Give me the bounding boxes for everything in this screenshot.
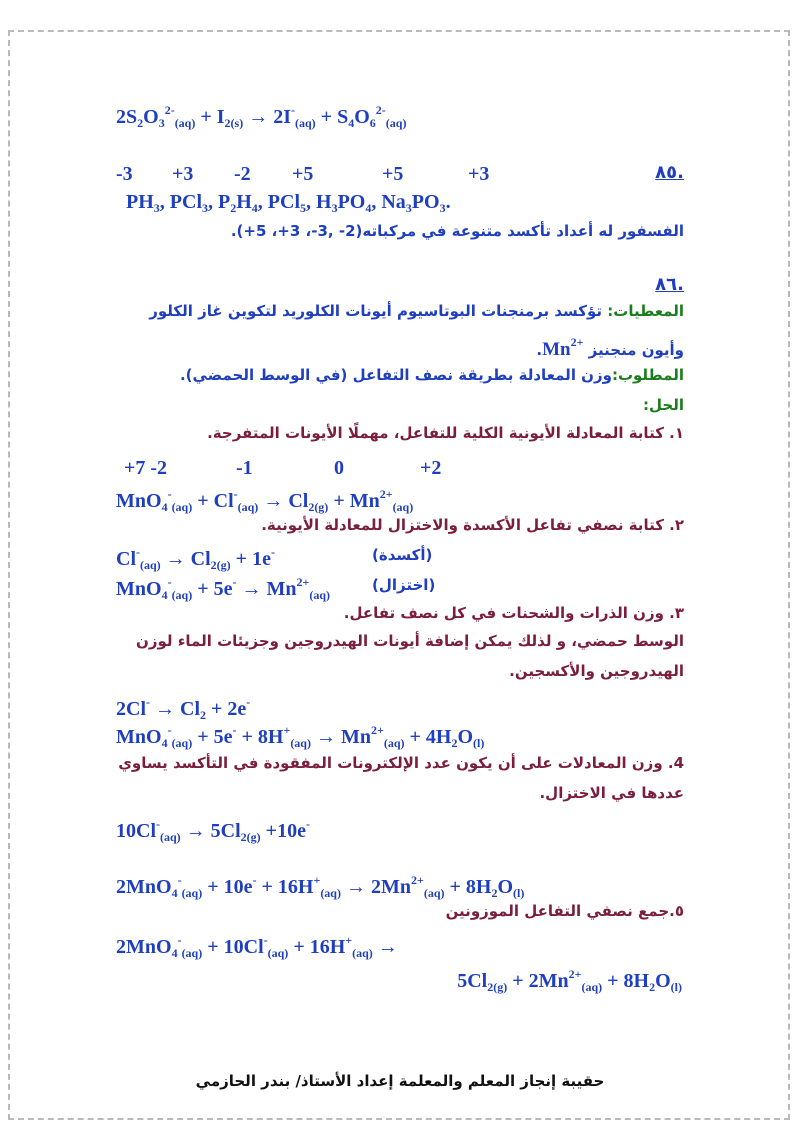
multiplied-oxidation: $10Cl^-_{(aq)} \to 5Cl_{2(g)} +10e^-$ [116, 817, 310, 844]
given-line: المعطيات: تؤكسد برمنجنات البوتاسيوم أيونات الكلوريد لتكوين غاز الكلور [149, 302, 684, 320]
question-86-number: .٨٦ [655, 274, 684, 295]
final-equation-right: $5Cl_{2(g)} + 2Mn^{2+}_{(aq)} + 8H_2O_{(l)}$ [457, 967, 682, 994]
balanced-oxidation: $2Cl^- \to Cl_2 + 2e^-$ [116, 695, 251, 722]
footer-text: حقيبة إنجاز المعلم والمعلمة إعداد الأستاذ/ بندر الحازمي [195, 1072, 605, 1090]
step-4-line-1: 4. وزن المعادلات على أن يكون عدد الإلكترونات المفقودة في التأكسد يساوي [118, 754, 684, 772]
step-2: ٢. كتابة نصفي تفاعل الأكسدة والاختزال للمعادلة الأيونية. [261, 516, 684, 534]
phosphorus-compounds: $PH_3$, PCl$_3$, $P_2H_4$, PCl$_5$, $H_3PO_4$, $Na_3PO_3$. [126, 191, 451, 215]
reduction-half-reaction: $MnO_4^-_{(aq)} + 5e^- \to Mn^{2+}_{(aq)}$ [116, 575, 331, 602]
overall-ionic-equation: $MnO_4^-_{(aq)} + Cl^-_{(aq)} \to Cl_{2(g)} + Mn^{2+}_{(aq)}$ [116, 487, 414, 514]
reaction-oxidation-numbers: +7 -2 -1 0 +2 [124, 457, 442, 479]
step-3: ٣. وزن الذرات والشحنات في كل نصف تفاعل. [343, 604, 684, 622]
oxidation-label: (أكسدة) [372, 546, 433, 564]
thiosulfate-iodine-equation: $2S_2O_3^{2-}_{(aq)} + I_{2(s)} \to 2I^-_{(aq)} + S_4O_6^{2-}_{(aq)}$ [116, 103, 407, 130]
question-85-number: .٨٥ [655, 162, 684, 183]
phosphorus-oxidation-numbers: -3 +3 -2 +5 +5 +3 [116, 163, 490, 185]
multiplied-reduction: $2MnO_4^-_{(aq)} + 10e^- + 16H^+_{(aq)} \to 2Mn^{2+}_{(aq)} + 8H_2O_{(l)}$ [116, 873, 525, 900]
step-1: ١. كتابة المعادلة الأيونية الكلية للتفاعل، مهملًا الأيونات المتفرجة. [207, 424, 684, 442]
step-5: ٥.جمع نصفي التفاعل الموزونين [445, 902, 684, 920]
phosphorus-note: الفسفور له أعداد تأكسد متنوعة في مركباته(2- ,3-، 3+، 5+). [230, 222, 684, 240]
reduction-label: (اختزال) [372, 576, 436, 594]
step-3-note-2: الهيدروجين والأكسجين. [509, 662, 684, 680]
required-line: المطلوب:وزن المعادلة بطريقة نصف التفاعل (في الوسط الحمضي). [179, 366, 684, 384]
oxidation-half-reaction: $Cl^-_{(aq)} \to Cl_{2(g)} + 1e^-$ [116, 545, 275, 572]
solution-label: الحل: [643, 396, 684, 414]
balanced-reduction: $MnO_4^-_{(aq)} + 5e^- + 8H^+_{(aq)} \to Mn^{2+}_{(aq)} + 4H_2O_{(l)}$ [116, 723, 485, 750]
given-line-2: وأيون منجنيز $Mn^{2+}$. [536, 335, 684, 360]
step-4-line-2: عددها في الاختزال. [539, 784, 684, 802]
step-3-note-1: الوسط حمضي، و لذلك يمكن إضافة أيونات الهيدروجين وجزيئات الماء لوزن [136, 632, 684, 650]
final-equation-left: $2MnO_4^-_{(aq)} + 10Cl^-_{(aq)} + 16H^+_{(aq)}$ → [116, 933, 398, 960]
